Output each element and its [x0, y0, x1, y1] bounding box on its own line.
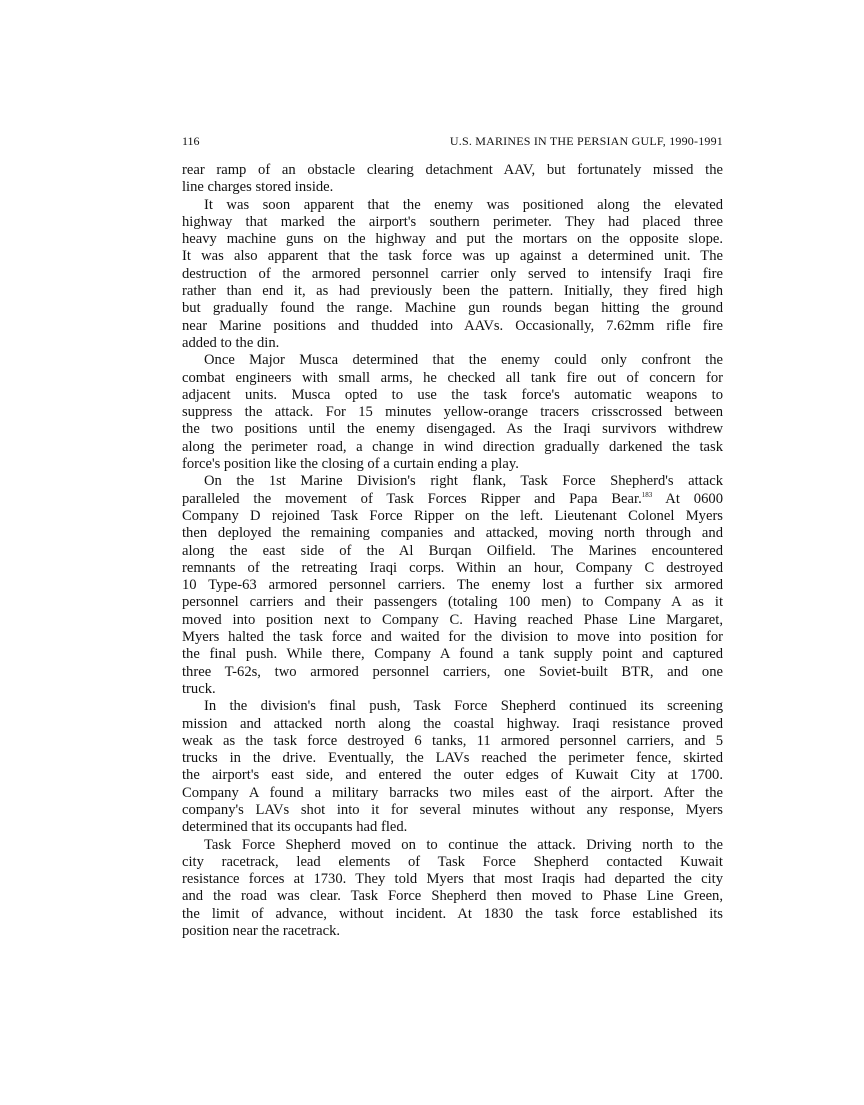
text-line: determined that its occupants had fled.	[182, 819, 408, 836]
text-line: resistance forces at 1730. They told Myers that most Iraqis had departed the city	[182, 871, 723, 888]
text-line: force's position like the closing of a curtain ending a play.	[182, 456, 519, 473]
text-line: company's LAVs shot into it for several minutes without any response, Myers	[182, 801, 723, 818]
footnote-trailing-text: At 0600	[652, 490, 723, 507]
text-line: near Marine positions and thudded into AAVs. Occasionally, 7.62mm rifle fire	[182, 317, 723, 334]
text-line: city racetrack, lead elements of Task Force Shepherd contacted Kuwait	[182, 853, 723, 870]
text-line: position near the racetrack.	[182, 923, 341, 940]
running-title: U.S. MARINES IN THE PERSIAN GULF, 1990-1991	[449, 134, 723, 148]
text-line: the final push. While there, Company A found a tank supply point and captured	[182, 646, 723, 663]
text-line: suppress the attack. For 15 minutes yellow-orange tracers crisscrossed between	[182, 404, 723, 421]
paragraph	[182, 837, 723, 941]
text-line: It was also apparent that the task force was up against a determined unit. The	[182, 248, 723, 265]
text-line: truck.	[182, 680, 216, 697]
text-line: destruction of the armored personnel carrier only served to intensify Iraqi fire	[182, 265, 723, 282]
paragraph	[182, 352, 723, 473]
text-line: line charges stored inside.	[182, 179, 334, 196]
text-line: mission and attacked north along the coastal highway. Iraqi resistance proved	[182, 715, 723, 732]
text-line: In the division's final push, Task Force Shepherd continued its screening	[204, 698, 723, 715]
text-line: rear ramp of an obstacle clearing detachment AAV, but fortunately missed the	[182, 162, 723, 178]
text-line: the limit of advance, without incident. At 1830 the task force established its	[182, 905, 723, 922]
text-line: Task Force Shepherd moved on to continue the attack. Driving north to the	[204, 836, 723, 853]
text-line: moved into position next to Company C. Having reached Phase Line Margaret,	[182, 611, 723, 628]
text-line: weak as the task force destroyed 6 tanks, 11 armored personnel carriers, and 5	[182, 732, 723, 749]
text-line: Once Major Musca determined that the enemy could only confront the	[204, 352, 723, 369]
text-line: added to the din.	[182, 334, 280, 351]
text-line: Company A found a military barracks two miles east of the airport. After the	[182, 784, 723, 801]
text-line: three T-62s, two armored personnel carriers, one Soviet-built BTR, and one	[182, 663, 723, 680]
page-header	[182, 134, 723, 150]
text-line: remnants of the retreating Iraqi corps. Within an hour, Company C destroyed	[182, 559, 723, 576]
paragraph	[182, 473, 723, 698]
text-line: the two positions until the enemy disengaged. As the Iraqi survivors withdrew	[182, 421, 723, 438]
text-line: 10 Type-63 armored personnel carriers. The enemy lost a further six armored	[182, 577, 723, 594]
text-line: then deployed the remaining companies and attacked, moving north through and	[182, 525, 723, 542]
paragraph	[182, 698, 723, 836]
text-line: rather than end it, as had previously been the pattern. Initially, they fired high	[182, 283, 723, 300]
text-line: trucks in the drive. Eventually, the LAVs reached the perimeter fence, skirted	[182, 750, 723, 767]
text-line: along the perimeter road, a change in wind direction gradually darkened the task	[182, 438, 723, 455]
text-line: along the east side of the Al Burqan Oilfield. The Marines encountered	[182, 542, 723, 559]
text-line: combat engineers with small arms, he checked all tank fire out of concern for	[182, 369, 723, 386]
page-number: 116	[182, 134, 200, 148]
text-line: paralleled the movement of Task Forces Ripper and Papa Bear.$^{183}$ At 0600	[182, 490, 723, 507]
text-line: It was soon apparent that the enemy was positioned along the elevated	[204, 196, 723, 213]
text-line: but gradually found the range. Machine gun rounds began hitting the ground	[182, 300, 723, 317]
text-line: the airport's east side, and entered the outer edges of Kuwait City at 1700.	[182, 767, 723, 784]
text-line: Company D rejoined Task Force Ripper on the left. Lieutenant Colonel Myers	[182, 507, 723, 524]
text-line: highway that marked the airport's southern perimeter. They had placed three	[182, 213, 723, 230]
footnote-reference: 183	[641, 490, 653, 499]
text-line: Myers halted the task force and waited for the division to move into position for	[182, 629, 723, 646]
paragraph	[182, 197, 723, 353]
paragraph	[182, 162, 723, 197]
text-line: and the road was clear. Task Force Shepherd then moved to Phase Line Green,	[182, 888, 723, 905]
text-line: adjacent units. Musca opted to use the task force's automatic weapons to	[182, 386, 723, 403]
body-text	[182, 162, 723, 940]
text-line: personnel carriers and their passengers (totaling 100 men) to Company A as it	[182, 594, 723, 611]
text-line: heavy machine guns on the highway and put the mortars on the opposite slope.	[182, 231, 723, 248]
text-line: On the 1st Marine Division's right flank, Task Force Shepherd's attack	[204, 473, 723, 490]
